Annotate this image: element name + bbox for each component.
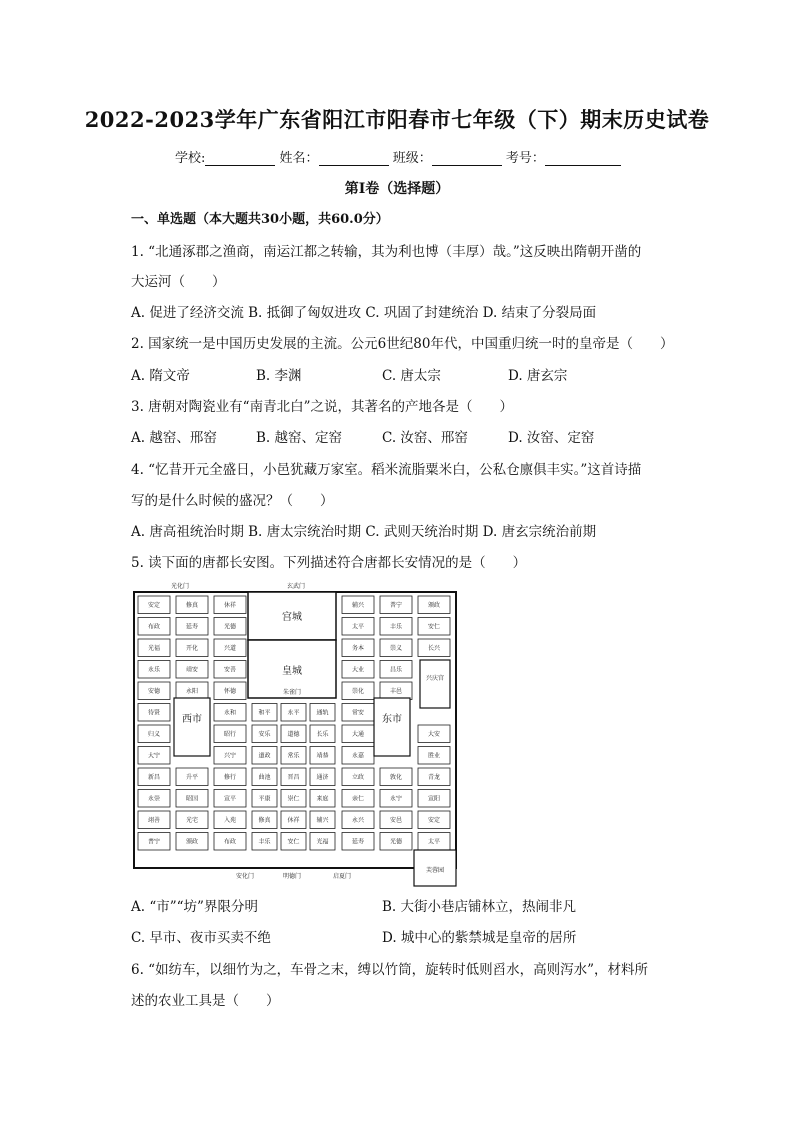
q3-stem: 3. 唐朝对陶瓷业有“南青北白”之说，其著名的产地各是（ ）	[131, 399, 513, 415]
fang-label: 颁政	[427, 601, 441, 609]
fang-label: 丰乐	[258, 838, 271, 846]
q3-option-b[interactable]: B. 越窑、定窑	[256, 430, 343, 446]
fang-label: 亲仁	[351, 795, 365, 803]
q1-stem-line1: 1. “北通涿郡之渔商，南运江都之转输，其为利也博（丰厚）哉。”这反映出隋朝开凿的	[131, 244, 642, 260]
q3-option-c[interactable]: C. 汝窑、邢窑	[382, 430, 468, 446]
fang-label: 常安	[351, 709, 365, 717]
fang-label: 永乐	[147, 666, 161, 674]
q4-stem-line2: 写的是什么时候的盛况？（ ）	[131, 493, 334, 509]
fang-label: 太平	[351, 623, 365, 631]
fang-label: 来庭	[316, 795, 329, 803]
fang-label: 安仁	[287, 838, 300, 846]
fang-label: 平康	[258, 795, 271, 803]
fang-label: 曲池	[258, 773, 271, 781]
q2-option-b[interactable]: B. 李渊	[256, 368, 302, 384]
fang-label: 普宁	[389, 601, 403, 609]
fang-label: 永兴	[351, 816, 365, 824]
anhua-men-label: 安化门	[235, 873, 255, 880]
changan-map	[130, 580, 460, 888]
fang-label: 延寿	[351, 838, 365, 846]
section-title: 第I卷（选择题）	[344, 181, 450, 197]
fang-label: 翊善	[147, 816, 161, 824]
fang-label: 修真	[258, 816, 271, 824]
q5-option-c[interactable]: C. 早市、夜市买卖不绝	[131, 930, 271, 946]
fang-label: 宣平	[223, 795, 237, 803]
fang-label: 普宁	[147, 838, 161, 846]
fang-label: 安善	[223, 666, 237, 674]
fang-label: 大宁	[147, 752, 161, 760]
fang-label: 开化	[185, 644, 199, 652]
fang-label: 安定	[427, 816, 441, 824]
fang-label: 大业	[351, 666, 365, 674]
fang-label: 崇化	[351, 687, 365, 695]
fang-label: 安乐	[258, 730, 271, 738]
fang-label: 永和	[223, 709, 237, 717]
fang-label: 怀德	[223, 687, 237, 695]
q3-option-a[interactable]: A. 越窑、邢窑	[131, 430, 217, 446]
fang-label: 大安	[427, 730, 441, 738]
fang-label: 通济	[316, 773, 329, 781]
fang-label: 胜业	[427, 752, 441, 760]
name-label: 姓名：	[279, 151, 319, 166]
class-blank[interactable]	[432, 151, 502, 166]
fang-label: 安德	[147, 687, 161, 695]
fang-label: 光福	[316, 838, 329, 846]
fang-label: 宣阳	[427, 795, 441, 803]
fang-label: 修真	[185, 601, 199, 609]
fang-label: 长兴	[427, 644, 441, 652]
fang-label: 永嘉	[351, 752, 365, 760]
fang-label: 太平	[427, 838, 441, 846]
fang-label: 入苑	[223, 816, 237, 824]
fang-label: 崇仁	[287, 795, 300, 803]
fang-label: 永宁	[389, 795, 403, 803]
fang-label: 昭行	[223, 730, 237, 738]
fang-label: 永平	[287, 709, 300, 717]
xi-shi-block	[174, 698, 210, 756]
exam-title: 2022-2023学年广东省阳江市阳春市七年级（下）期末历史试卷	[84, 107, 710, 132]
school-blank[interactable]	[205, 151, 275, 166]
xing-qing-gong-label: 兴庆宫	[425, 675, 445, 682]
school-label: 学校:	[175, 151, 206, 166]
xuanwu-men-label: 玄武门	[286, 583, 306, 590]
fang-label: 丰邑	[389, 687, 403, 695]
fang-label: 永阳	[185, 687, 199, 695]
huang-cheng-label: 皇城	[282, 666, 302, 677]
exam-no-label: 考号：	[505, 151, 545, 166]
q5-option-a[interactable]: A. “市”“坊”界限分明	[131, 899, 258, 915]
name-blank[interactable]	[319, 151, 389, 166]
fang-label: 兴道	[223, 644, 237, 652]
xi-shi-label: 西市	[182, 714, 202, 725]
fang-label: 布政	[147, 623, 161, 631]
fang-label: 兴宁	[223, 752, 237, 760]
fang-label: 丰乐	[389, 623, 403, 631]
mingde-men-label: 明德门	[282, 873, 302, 880]
fang-label: 待贤	[147, 709, 161, 717]
q6-stem-line1: 6. “如纺车，以细竹为之，车骨之末，缚以竹筒，旋转时低则舀水，高则泻水”，材料所	[131, 962, 648, 978]
guanghua-men-label: 光化门	[170, 583, 190, 590]
fang-label: 青龙	[427, 773, 441, 781]
q4-stem-line1: 4. “忆昔开元全盛日，小邑犹藏万家室。稻米流脂粟米白，公私仓廪俱丰实。”这首诗描	[131, 462, 642, 478]
exam-no-blank[interactable]	[545, 151, 621, 166]
q5-option-b[interactable]: B. 大街小巷店铺林立，热闹非凡	[382, 899, 577, 915]
fang-label: 敦化	[389, 773, 403, 781]
fang-label: 光福	[147, 644, 161, 652]
fang-label: 光宅	[185, 816, 199, 824]
fang-label: 长乐	[316, 730, 329, 738]
fang-label: 崇义	[389, 644, 403, 652]
fang-label: 常乐	[287, 752, 300, 760]
fang-label: 布政	[223, 838, 237, 846]
class-label: 班级：	[392, 151, 432, 166]
part-title: 一、单选题（本大题共30小题，共60.0分）	[131, 212, 389, 227]
student-info	[175, 147, 655, 166]
q5-option-d[interactable]: D. 城中心的紫禁城是皇帝的居所	[382, 930, 577, 946]
q6-stem-line2: 述的农业工具是（ ）	[131, 993, 280, 1009]
q2-option-a[interactable]: A. 隋文帝	[131, 368, 190, 384]
q2-option-c[interactable]: C. 唐太宗	[382, 368, 441, 384]
fang-label: 永崇	[147, 795, 161, 803]
fang-label: 归义	[147, 730, 161, 738]
dong-shi-block	[374, 698, 410, 756]
fang-label: 安仁	[427, 623, 441, 631]
fang-label: 修行	[223, 773, 237, 781]
fang-label: 休祥	[287, 816, 300, 824]
gong-cheng-label: 宫城	[282, 612, 302, 623]
fang-label: 靖安	[185, 666, 199, 674]
fang-label: 辅兴	[351, 601, 365, 609]
fang-label: 昌乐	[389, 666, 403, 674]
fang-label: 通轨	[316, 709, 329, 717]
fang-label: 大通	[351, 730, 365, 738]
fang-label: 辅兴	[316, 816, 329, 824]
fang-label: 安定	[147, 601, 161, 609]
q4-options: A. 唐高祖统治时期 B. 唐太宗统治时期 C. 武则天统治时期 D. 唐玄宗统治前期	[131, 524, 597, 540]
fang-label: 晋昌	[287, 773, 300, 781]
fang-label: 新昌	[147, 773, 161, 781]
fang-label: 光德	[389, 838, 403, 846]
fang-label: 安邑	[389, 816, 403, 824]
q2-stem: 2. 国家统一是中国历史发展的主流。公元6世纪80年代，中国重归统一时的皇帝是（ ）	[131, 336, 674, 352]
fang-label: 道政	[258, 752, 271, 760]
qixia-men-label: 启夏门	[332, 873, 352, 880]
q1-stem-line2: 大运河（ ）	[131, 274, 226, 290]
fang-label: 道德	[287, 730, 300, 738]
fang-label: 颁政	[185, 838, 199, 846]
q3-option-d[interactable]: D. 汝窑、定窑	[508, 430, 595, 446]
fang-label: 立政	[351, 773, 365, 781]
fang-label: 升平	[185, 773, 199, 781]
q2-option-d[interactable]: D. 唐玄宗	[508, 368, 568, 384]
fang-label: 和平	[258, 709, 271, 717]
fang-label: 延寿	[185, 623, 199, 631]
zhuque-men-label: 朱雀门	[282, 689, 302, 696]
q1-options: A. 促进了经济交流 B. 抵御了匈奴进攻 C. 巩固了封建统治 D. 结束了分裂局面	[131, 305, 597, 321]
fang-label: 务本	[351, 644, 365, 652]
fang-label: 昭国	[185, 795, 199, 803]
fang-label: 光德	[223, 623, 237, 631]
fang-label: 靖恭	[316, 752, 329, 760]
furong-yuan-label: 芙蓉园	[425, 867, 445, 874]
xing-qing-gong-block	[420, 660, 450, 708]
dong-shi-label: 东市	[382, 714, 402, 725]
q5-stem: 5. 读下面的唐都长安图。下列描述符合唐都长安情况的是（ ）	[131, 555, 527, 571]
fang-label: 休祥	[223, 601, 237, 609]
